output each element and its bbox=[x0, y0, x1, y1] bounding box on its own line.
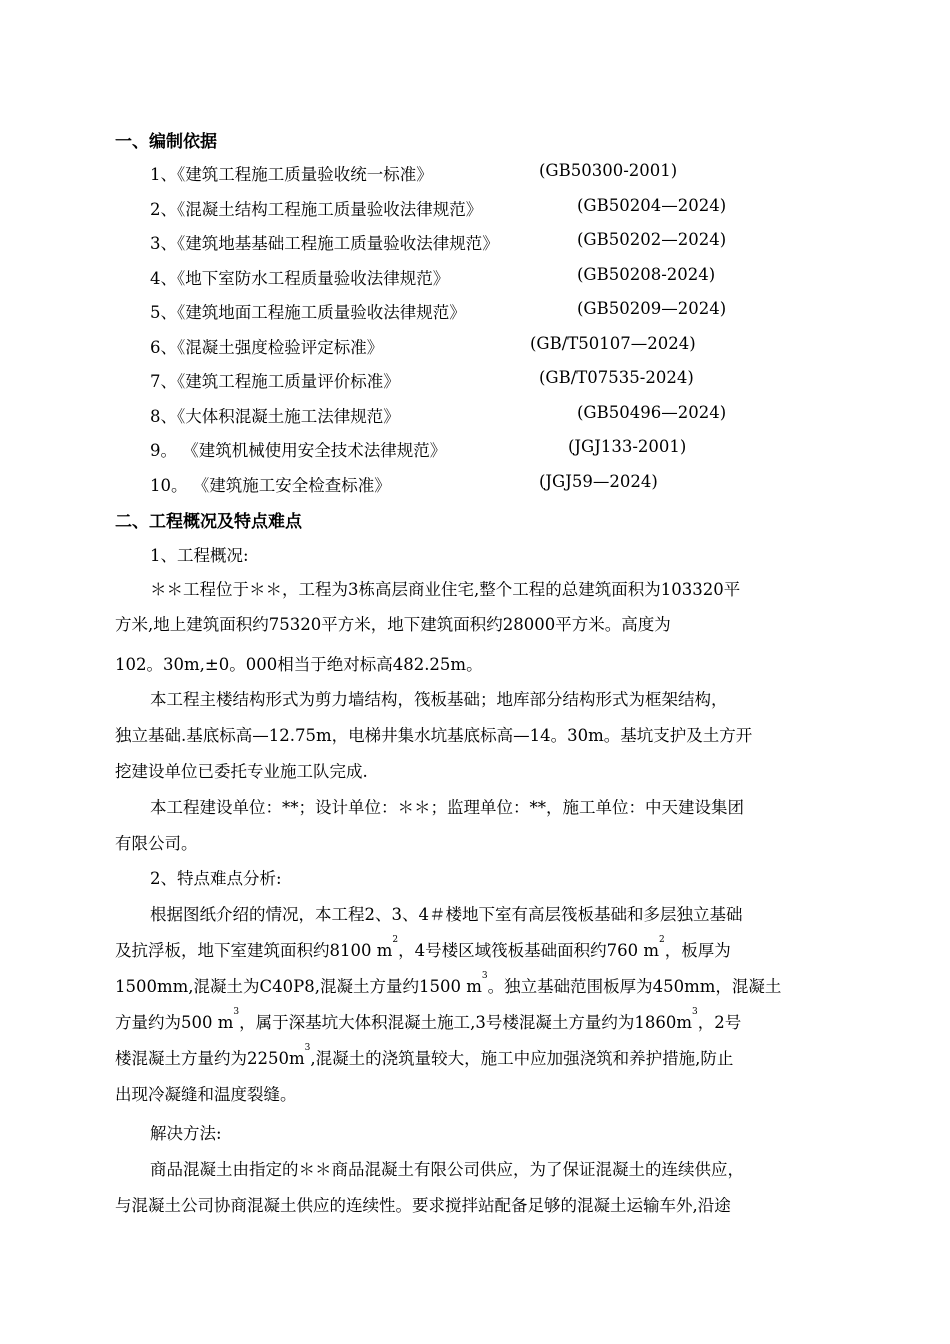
paragraph-line: 本工程主楼结构形式为剪力墙结构，筏板基础；地库部分结构形式为框架结构， bbox=[150, 690, 728, 709]
solution-subheading: 解决方法: bbox=[150, 1124, 222, 1143]
reference-title: 5、《建筑地面工程施工质量验收法律规范》 bbox=[150, 303, 466, 322]
reference-title: 6、《混凝土强度检验评定标准》 bbox=[150, 338, 384, 357]
line-text: 楼混凝土方量约为2250m bbox=[115, 1049, 305, 1068]
line-text: 1500mm,混凝土为C40P8,混凝土方量约1500 m bbox=[115, 977, 482, 996]
line-text: 方量约为500 m bbox=[115, 1013, 234, 1032]
reference-code: (GB50202—2024) bbox=[577, 230, 727, 249]
reference-item bbox=[0, 368, 950, 394]
reference-code: (GB50208-2024) bbox=[577, 265, 716, 284]
reference-code: (JGJ59—2024) bbox=[539, 472, 658, 491]
paragraph-line bbox=[115, 1045, 733, 1069]
superscript: 3 bbox=[481, 971, 488, 981]
reference-item bbox=[0, 161, 950, 187]
superscript: 3 bbox=[692, 1007, 698, 1017]
reference-code: (GB50300-2001) bbox=[539, 161, 678, 180]
line-text: ，属于深基坑大体积混凝土施工,3号楼混凝土方量约为1860m bbox=[239, 1013, 693, 1032]
superscript: 3 bbox=[304, 1043, 311, 1053]
line-text: ，2号 bbox=[697, 1013, 742, 1032]
paragraph-line bbox=[115, 973, 781, 997]
reference-title: 8、《大体积混凝土施工法律规范》 bbox=[150, 407, 400, 426]
paragraph-line: 102。30m,±0。000相当于绝对标高482.25m。 bbox=[115, 655, 483, 674]
reference-item bbox=[0, 299, 950, 325]
reference-title: 10。 《建筑施工安全检查标准》 bbox=[150, 476, 391, 495]
superscript: 3 bbox=[233, 1007, 240, 1017]
paragraph-line: 挖建设单位已委托专业施工队完成. bbox=[115, 762, 368, 781]
reference-code: (GB50496—2024) bbox=[577, 403, 727, 422]
reference-item bbox=[0, 265, 950, 291]
paragraph-line: 方米,地上建筑面积约75320平方米，地下建筑面积约28000平方米。高度为 bbox=[115, 615, 671, 634]
reference-code: (GB/T07535-2024) bbox=[539, 368, 694, 387]
section1-heading: 一、编制依据 bbox=[115, 132, 217, 152]
line-text: 出现冷凝缝和温度裂缝。 bbox=[115, 1085, 297, 1104]
paragraph-line: 本工程建设单位：**；设计单位：＊＊；监理单位：**，施工单位：中天建设集团 bbox=[150, 798, 744, 817]
reference-item bbox=[0, 472, 950, 498]
superscript: 2 bbox=[659, 935, 665, 945]
reference-item bbox=[0, 230, 950, 256]
paragraph-line bbox=[150, 901, 743, 925]
reference-title: 7、《建筑工程施工质量评价标准》 bbox=[150, 372, 400, 391]
reference-item bbox=[0, 403, 950, 429]
reference-title: 9。 《建筑机械使用安全技术法律规范》 bbox=[150, 441, 447, 460]
reference-title: 1、《建筑工程施工质量验收统一标准》 bbox=[150, 165, 433, 184]
line-text: 及抗浮板，地下室建筑面积约8100 m bbox=[115, 941, 393, 960]
paragraph-line: 与混凝土公司协商混凝土供应的连续性。要求搅拌站配备足够的混凝土运输车外,沿途 bbox=[115, 1196, 731, 1215]
paragraph-line: ＊＊工程位于＊＊，工程为3栋高层商业住宅,整个工程的总建筑面积为103320平 bbox=[150, 580, 741, 599]
superscript: 2 bbox=[392, 935, 399, 945]
reference-item bbox=[0, 334, 950, 360]
line-text: ，4号楼区域筏板基础面积约760 m bbox=[398, 941, 660, 960]
line-text: ，板厚为 bbox=[664, 941, 731, 960]
line-text: 。独立基础范围板厚为450mm，混凝土 bbox=[487, 977, 782, 996]
paragraph-line: 独立基础.基底标高—12.75m，电梯井集水坑基底标高—14。30m。基坑支护及土方开 bbox=[115, 726, 753, 745]
reference-title: 3、《建筑地基基础工程施工质量验收法律规范》 bbox=[150, 234, 499, 253]
reference-title: 2、《混凝土结构工程施工质量验收法律规范》 bbox=[150, 200, 483, 219]
paragraph-line: 有限公司。 bbox=[115, 834, 198, 853]
paragraph-line: 商品混凝土由指定的＊＊商品混凝土有限公司供应，为了保证混凝土的连续供应， bbox=[150, 1160, 744, 1179]
difficulty-subheading: 2、特点难点分析: bbox=[150, 869, 282, 888]
reference-code: (GB50204—2024) bbox=[577, 196, 727, 215]
line-text: ,混凝土的浇筑量较大，施工中应加强浇筑和养护措施,防止 bbox=[310, 1049, 734, 1068]
paragraph-line bbox=[115, 937, 731, 961]
paragraph-line bbox=[115, 1009, 741, 1033]
line-text: 根据图纸介绍的情况，本工程2、3、4＃楼地下室有高层筏板基础和多层独立基础 bbox=[150, 905, 743, 924]
reference-code: (GB50209—2024) bbox=[577, 299, 727, 318]
reference-code: (JGJ133-2001) bbox=[568, 437, 687, 456]
reference-code: (GB/T50107—2024) bbox=[530, 334, 696, 353]
overview-subheading: 1、工程概况: bbox=[150, 546, 249, 565]
paragraph-line bbox=[115, 1081, 297, 1105]
reference-item bbox=[0, 196, 950, 222]
section2-heading: 二、工程概况及特点难点 bbox=[115, 512, 302, 532]
reference-title: 4、《地下室防水工程质量验收法律规范》 bbox=[150, 269, 450, 288]
reference-item bbox=[0, 437, 950, 463]
